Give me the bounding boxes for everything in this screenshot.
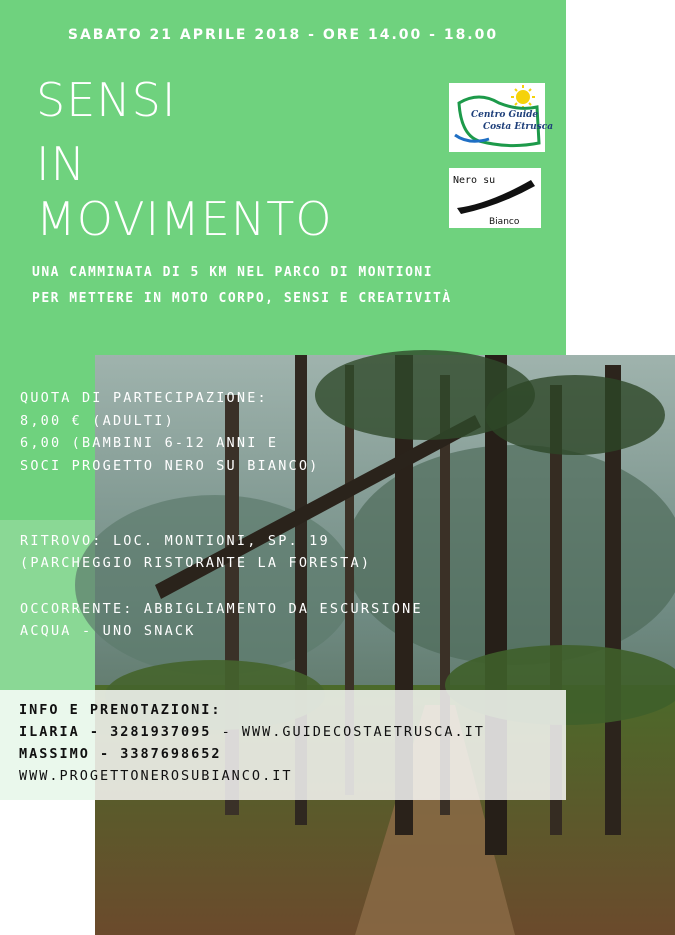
ilaria-phone: ILARIA - 3281937095 <box>19 724 212 740</box>
guide-website-link[interactable]: - WWW.GUIDECOSTAETRUSCA.IT <box>211 724 485 740</box>
logo-nero-su-text: Nero su <box>453 175 496 186</box>
logo-centro-guide-text: Centro Guide <box>471 110 539 120</box>
required-gear: OCCORRENTE: ABBIGLIAMENTO DA ESCURSIONE <box>20 601 423 617</box>
quota-children: 6,00 (BAMBINI 6-12 ANNI E <box>20 435 279 451</box>
meeting-parking: (PARCHEGGIO RISTORANTE LA FORESTA) <box>20 555 372 571</box>
title-line-3: MOVIMENTO <box>36 192 333 246</box>
nerosubianco-website-link[interactable]: WWW.PROGETTONEROSUBIANCO.IT <box>19 768 293 784</box>
quota-adults: 8,00 € (ADULTI) <box>20 413 175 429</box>
info-heading: INFO E PRENOTAZIONI: <box>19 702 222 718</box>
subtitle-line-2: PER METTERE IN MOTO CORPO, SENSI E CREATIVITÀ <box>32 291 452 306</box>
required-items: ACQUA - UNO SNACK <box>20 623 196 639</box>
quota-members: SOCI PROGETTO NERO SU BIANCO) <box>20 458 320 474</box>
title-line-2: IN <box>36 137 86 191</box>
centro-guide-logo-graphic <box>449 83 554 152</box>
title-line-1: SENSI <box>36 73 177 127</box>
meeting-point: RITROVO: LOC. MONTIONI, SP. 19 <box>20 533 330 549</box>
info-contact-ilaria <box>19 724 485 740</box>
logo-bianco-text: Bianco <box>489 217 520 227</box>
info-contact-massimo: MASSIMO - 3387698652 <box>19 746 222 762</box>
quota-heading: QUOTA DI PARTECIPAZIONE: <box>20 390 268 406</box>
sun-icon <box>511 85 535 109</box>
event-date: SABATO 21 APRILE 2018 - ORE 14.00 - 18.00 <box>67 27 499 43</box>
centro-guide-logo <box>449 83 554 152</box>
logo-costa-etrusca-text: Costa Etrusca <box>483 122 554 132</box>
nero-su-bianco-logo-graphic <box>449 168 541 228</box>
subtitle-line-1: UNA CAMMINATA DI 5 KM NEL PARCO DI MONTIONI <box>32 265 434 280</box>
nero-su-bianco-logo <box>449 168 541 228</box>
